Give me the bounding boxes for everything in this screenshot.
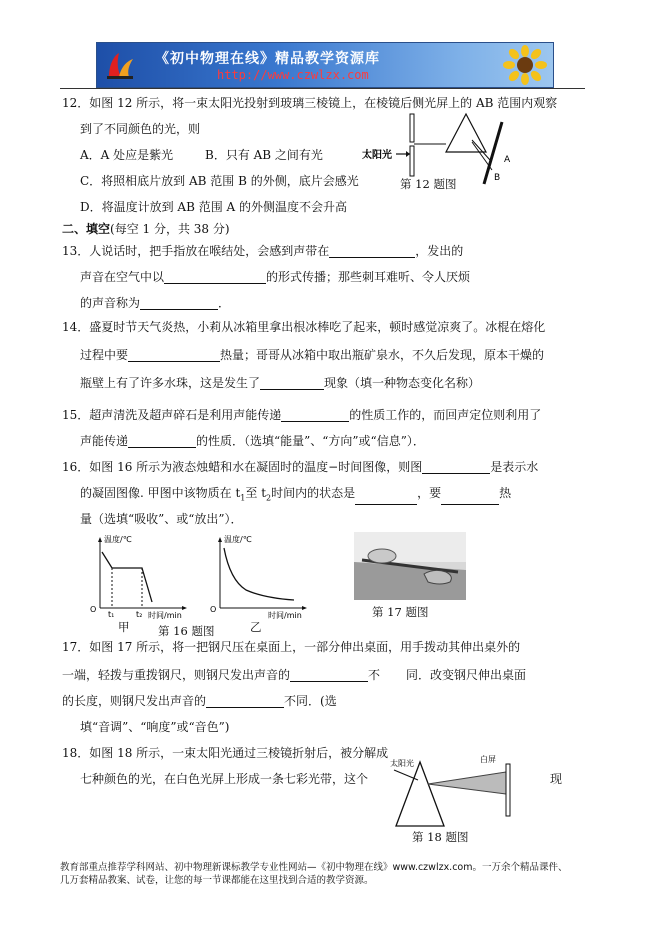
fig16-jia-origin: O [90, 605, 97, 614]
fig16-yi-origin: O [210, 605, 217, 614]
q17-line1: 17．如图 17 所示，将一把钢尺压在桌面上，一部分伸出桌面，用手拨动其伸出桌外的 [62, 640, 521, 654]
q13-blank1[interactable] [329, 245, 415, 258]
fig16-t1: t₁ [108, 610, 115, 619]
q18-line1: 18．如图 18 所示，一束太阳光通过三棱镜折射后，被分解成 [62, 746, 389, 760]
fig17-caption: 第 17 题图 [372, 605, 429, 619]
q18-line2b: 现 [550, 772, 563, 786]
section2-title: 二、填空 [62, 222, 111, 236]
q16-line3: 量（选填“吸收”、或“放出”）． [80, 512, 243, 526]
q17-line2: 一端，轻拨与重拨钢尺，则钢尺发出声音的 不 同．改变钢尺伸出桌面 [62, 668, 527, 682]
fig12-caption: 第 12 题图 [400, 177, 457, 191]
fig16-graphs [88, 534, 314, 626]
fig16-t2: t₂ [136, 610, 143, 619]
q14-blank1[interactable] [128, 349, 220, 362]
fig18-caption: 第 18 题图 [412, 830, 469, 844]
q12-option-d: D．将温度计放到 AB 范围 A 的外侧温度不会升高 [80, 200, 348, 214]
q12-option-b: B．只有 AB 之间有光 [205, 148, 323, 162]
sunflower-icon [501, 45, 549, 85]
q13-blank3[interactable] [140, 297, 218, 310]
header-rule [60, 88, 585, 89]
q16-line2: 的凝固图像. 甲图中该物质在 $t_1$至 $t_2$时间内的状态是 ，要 热 [80, 486, 511, 505]
q17-blank1[interactable] [290, 669, 368, 682]
fig16-jia-label: 甲 [118, 620, 130, 634]
fig17-ruler-photo [354, 532, 466, 600]
fig16-yi-label: 乙 [250, 620, 262, 634]
footer-line1: 教育部重点推荐学科网站、初中物理新课标教学专业性网站—《初中物理在线》www.czwlzx.com。一万余个精品课件、 [60, 862, 568, 873]
section2-heading [62, 222, 230, 236]
q15-line1: 15．超声清洗及超声碎石是利用声能传递 的性质工作的，而回声定位则利用了 [62, 408, 542, 422]
site-logo-icon [105, 49, 135, 81]
q13-line2: 声音在空气中以 的形式传播；那些刺耳难听、令人厌烦 [80, 270, 471, 284]
fig18-prism-diagram [384, 754, 520, 832]
fig12-label-b: B [494, 173, 501, 183]
q13-line3: 的声音称为 ． [80, 296, 231, 310]
fig16-yi-ylabel: 温度/℃ [224, 535, 252, 544]
q18-line2a: 七种颜色的光，在白色光屏上形成一条七彩光带，这个 [80, 772, 369, 786]
q16-blank2[interactable] [355, 492, 417, 505]
fig18-screen-label: 白屏 [480, 755, 496, 764]
q16-line1: 16．如图 16 所示为液态烛蜡和水在凝固时的温度−时间图像，则图 是表示水 [62, 460, 539, 474]
q14-line1: 14．盛夏时节天气炎热，小莉从冰箱里拿出根冰棒吃了起来，顿时感觉凉爽了。冰棍在熔化 [62, 320, 546, 334]
fig16-jia-xlabel: 时间/min [148, 611, 182, 620]
header-banner [96, 42, 554, 88]
fig18-sun-label: 太阳光 [390, 759, 414, 768]
q14-line3: 瓶壁上有了许多水珠，这是发生了 现象（填一种物态变化名称） [80, 376, 481, 390]
q12-line1: 12．如图 12 所示，将一束太阳光投射到玻璃三棱镜上，在棱镜后侧光屏上的 AB 范围内观察 [62, 96, 558, 110]
section2-note: (每空 1 分，共 38 分) [110, 222, 230, 236]
q17-blank2[interactable] [206, 695, 284, 708]
page-footer [60, 861, 608, 887]
q15-blank2[interactable] [128, 435, 196, 448]
q13-blank2[interactable] [164, 271, 266, 284]
q17-line4: 填“音调”、“响度”或“音色”) [80, 720, 230, 734]
fig12-sun-label: 太阳光 [362, 150, 392, 161]
q13-line1: 13．人说话时，把手指放在喉结处，会感到声带在 ，发出的 [62, 244, 464, 258]
q12-option-a: A．A 处应是紫光 [80, 148, 174, 162]
fig16-yi-xlabel: 时间/min [268, 611, 302, 620]
q17-line3: 的长度，则钢尺发出声音的 不同．(选 [62, 694, 337, 708]
q16-blank3[interactable] [441, 492, 499, 505]
q14-blank2[interactable] [260, 377, 324, 390]
banner-title: 《初中物理在线》精品教学资源库 [155, 51, 380, 67]
q15-blank1[interactable] [281, 409, 349, 422]
q12-option-c: C．将照相底片放到 AB 范围 B 的外侧，底片会感光 [80, 174, 359, 188]
q15-line2: 声能传递 的性质．（选填“能量”、“方向”或“信息”）． [80, 434, 425, 448]
fig16-caption: 第 16 题图 [158, 624, 215, 638]
fig12-label-a: A [504, 155, 511, 165]
footer-line2: 几万套精品教案、试卷，让您的每一节课都能在这里找到合适的教学资源。 [60, 875, 374, 886]
banner-url[interactable]: http://www.czwlzx.com [217, 68, 369, 82]
q12-line2: 到了不同颜色的光，则 [80, 122, 201, 136]
fig16-jia-ylabel: 温度/℃ [104, 535, 132, 544]
q16-blank1[interactable] [422, 461, 490, 474]
q14-line2: 过程中要 热量；哥哥从冰箱中取出瓶矿泉水，不久后发现，原本干燥的 [80, 348, 545, 362]
